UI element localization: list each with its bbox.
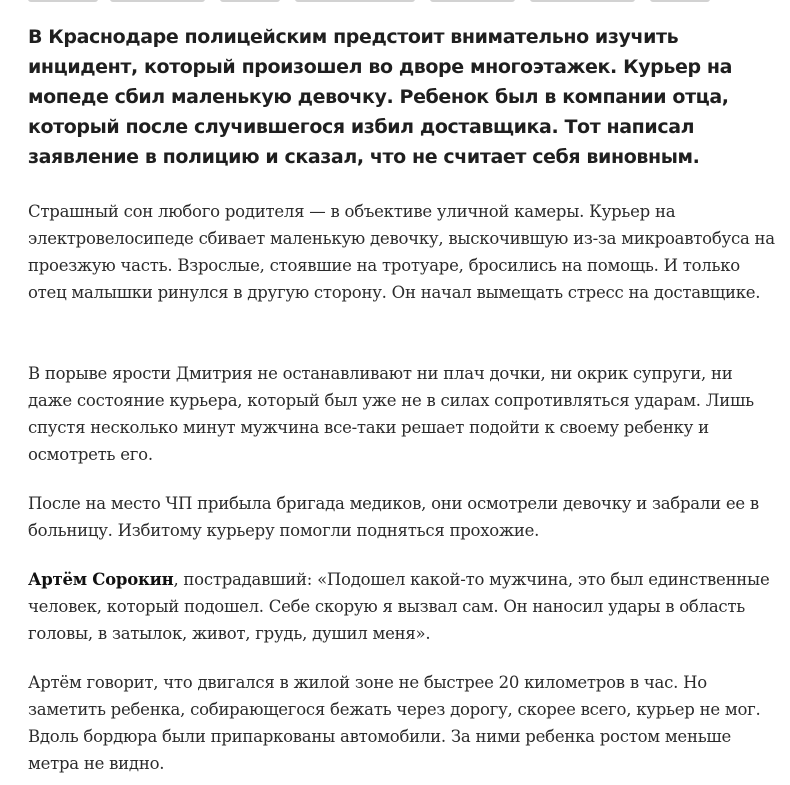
cropped-previous-content [0, 0, 790, 6]
article-paragraph: В порыве ярости Дмитрия не останавливают ни плач дочки, ни окрик супруги, ни даже состояние курьера, который был уже не в силах сопротивляться ударам. Лишь спустя несколько минут мужчина все-таки решает подойти к своему ребенку и осмотреть его. [28, 364, 754, 464]
article-paragraph: После на место ЧП прибыла бригада медиков, они осмотрели девочку и забрали ее в больницу. Избитому курьеру помогли подняться прохожие. [28, 494, 759, 540]
article-lead: В Краснодаре полицейским предстоит внимательно изучить инцидент, который произошел во дворе многоэтажек. Курьер на мопеде сбил маленькую девочку. Ребенок был в компании отца, который после случившегося избил доставщика. Тот написал заявление в полицию и сказал, что не считает себя виновным. [28, 26, 733, 168]
article-paragraph: Страшный сон любого родителя — в объективе уличной камеры. Курьер на электровелосипеде сбивает маленькую девочку, выскочившую из-за микроавтобуса на проезжую часть. Взрослые, стоявшие на тротуаре, бросились на помощь. И только отец малышки ринулся в другую сторону. Он начал вымещать стресс на доставщике. [28, 202, 775, 302]
article-body [28, 22, 780, 777]
article-paragraph: Артём говорит, что двигался в жилой зоне не быстрее 20 километров в час. Но заметить ребенка, собирающегося бежать через дорогу, скорее всего, курьер не мог. Вдоль бордюра были припаркованы автомобили. За ними ребенка ростом меньше метра не видно. [28, 673, 761, 773]
article-quote [28, 566, 780, 647]
quote-speaker-role: , пострадавший: [173, 570, 318, 589]
quote-text: «Подошел какой-то мужчина, это был единственные человек, который подошел. Себе скорую я вызвал сам. Он наносил удары в область головы, в затылок, живот, грудь, душил меня». [28, 570, 770, 643]
quote-speaker: Артём Сорокин [28, 570, 174, 589]
